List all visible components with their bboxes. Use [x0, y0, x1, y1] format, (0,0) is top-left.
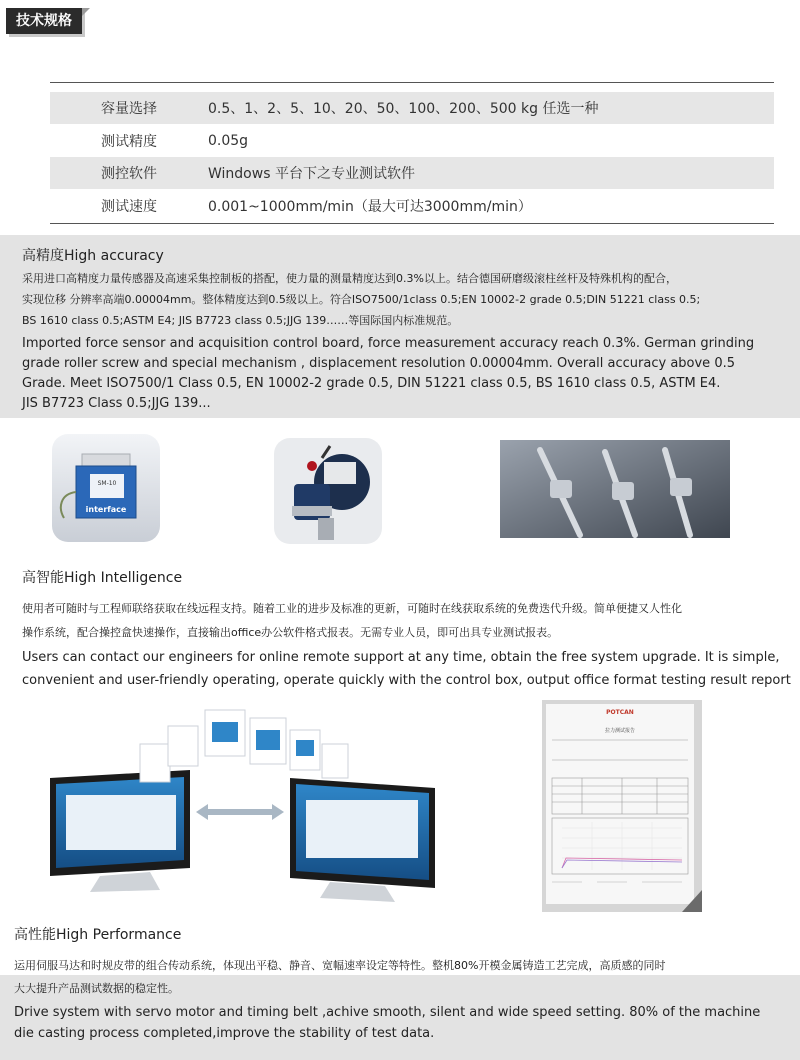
performance-cn-text-2: [14, 978, 794, 999]
remote-support-illustration: [40, 700, 440, 905]
spec-value: 0.5、1、2、5、10、20、50、100、200、500 kg 任选一种: [208, 101, 599, 117]
accuracy-cn-line: 实现位移 分辨率高端0.00004mm。整体精度达到0.5级以上。符合ISO7500/1class 0.5;EN 10002-2 grade 0.5;DIN 51221 class 0.5;: [22, 293, 701, 306]
spec-row-precision: [50, 125, 774, 157]
accuracy-cn-line: BS 1610 class 0.5;ASTM E4; JIS B7723 class 0.5;JJG 139……等国际国内标准规范。: [22, 314, 459, 327]
intelligence-cn-text: [22, 597, 797, 645]
accuracy-en-line: JIS B7723 Class 0.5;JJG 139...: [22, 396, 211, 411]
intelligence-en-text: [22, 646, 800, 692]
performance-en-line: Drive system with servo motor and timing belt ,achive smooth, silent and wide speed setting. 80% of the machine: [14, 1005, 761, 1020]
spec-value: Windows 平台下之专业测试软件: [208, 166, 415, 182]
controller-image: [272, 436, 384, 546]
accuracy-cn-line: 采用进口高精度力量传感器及高速采集控制板的搭配，使力量的测量精度达到0.3%以上。结合德国研磨级滚柱丝杆及特殊机构的配合，: [22, 272, 677, 285]
accuracy-cn-text: [22, 268, 792, 331]
performance-en-line: die casting process completed,improve the stability of test data.: [14, 1026, 435, 1041]
performance-cn-line: 运用伺服马达和时规皮带的组合传动系统，体现出平稳、静音、宽幅速率设定等特性。整机80%开模金属铸造工艺完成，高质感的同时: [14, 959, 666, 972]
spec-bottom-rule: [50, 223, 774, 224]
performance-en-text: [14, 1002, 794, 1044]
tag-fold-decoration: [82, 8, 90, 16]
intelligence-en-line: convenient and user-friendly operating, operate quickly with the control box, output office format testing result report: [22, 673, 791, 688]
performance-heading: 高性能High Performance: [14, 927, 182, 943]
spec-value: 0.001~1000mm/min（最大可达3000mm/min）: [208, 199, 532, 215]
intelligence-heading: 高智能High Intelligence: [22, 570, 183, 586]
accuracy-en-line: Imported force sensor and acquisition control board, force measurement accuracy reach 0.3%. German grinding: [22, 336, 755, 351]
spec-label: 测试速度: [101, 199, 157, 215]
intelligence-cn-line: 使用者可随时与工程师联络获取在线远程支持。随着工业的进步及标准的更新，可随时在线获取系统的免费迭代升级。简单便捷又人性化: [22, 602, 682, 615]
accuracy-en-text: [22, 334, 797, 414]
report-title: 拉力测试报告: [604, 728, 636, 734]
spec-row-capacity: [50, 92, 774, 124]
sensor-model-text: SM-10: [97, 480, 117, 487]
spec-label: 容量选择: [101, 101, 157, 117]
spec-row-speed: [50, 190, 774, 222]
section-tag: 技术规格: [6, 8, 82, 34]
report-logo: POTCAN: [606, 709, 634, 716]
intelligence-en-line: Users can contact our engineers for online remote support at any time, obtain the free system upgrade. It is simple,: [22, 650, 780, 665]
spec-label: 测控软件: [101, 166, 157, 182]
test-report-image: [542, 700, 702, 912]
spec-value: 0.05g: [208, 133, 249, 149]
performance-cn-text: [14, 954, 794, 977]
spec-row-software: [50, 157, 774, 189]
sensor-brand-text: interface: [85, 505, 127, 514]
performance-cn-line: 大大提升产品测试数据的稳定性。: [14, 982, 179, 995]
accuracy-en-line: Grade. Meet ISO7500/1 Class 0.5, EN 10002-2 grade 0.5, DIN 51221 class 0.5, BS 1610 class 0.5, ASTM E4.: [22, 376, 721, 391]
load-sensor-image: [50, 432, 162, 544]
ball-screw-image: [500, 440, 730, 538]
intelligence-cn-line: 操作系统，配合操控盒快速操作，直接输出office办公软件格式报表。无需专业人员，即可出具专业测试报表。: [22, 626, 559, 639]
spec-label: 测试精度: [101, 134, 157, 150]
accuracy-heading: 高精度High accuracy: [22, 248, 164, 264]
spec-top-rule: [50, 82, 774, 83]
accuracy-en-line: grade roller screw and special mechanism , displacement resolution 0.00004mm. Overall accuracy above 0.5: [22, 356, 735, 371]
